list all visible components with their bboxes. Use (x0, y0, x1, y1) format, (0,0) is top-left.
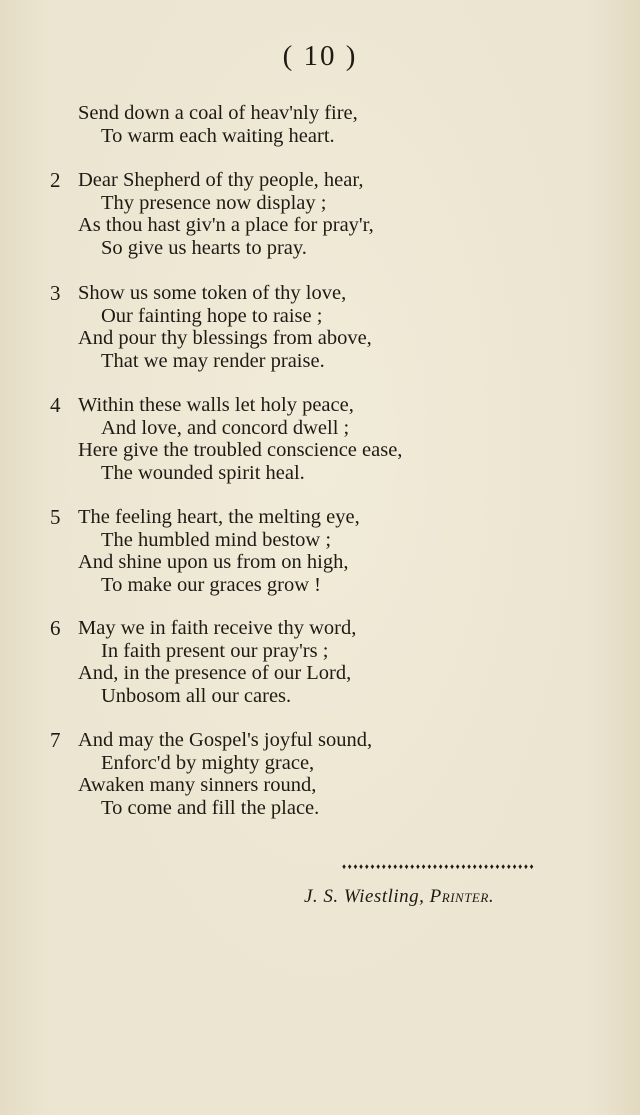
stanza-line (50, 125, 570, 148)
stanza-line (50, 439, 570, 462)
hymn-line: And pour thy blessings from above, (78, 327, 372, 349)
hymn-line: Send down a coal of heav'nly fire, (78, 102, 358, 124)
stanza-number: 7 (50, 728, 61, 752)
stanza-7 (50, 729, 570, 819)
printer-trade: Printer. (429, 886, 495, 907)
stanza-3 (50, 282, 570, 372)
hymn-line: To make our graces grow ! (101, 573, 321, 596)
stanza-line (50, 214, 570, 237)
stanza-line (50, 752, 570, 775)
hymn-line: And shine upon us from on high, (78, 551, 349, 573)
stanza-line (50, 774, 570, 797)
stanza-line (50, 394, 570, 417)
stanza-line (50, 662, 570, 685)
hymn-line: To warm each waiting heart. (101, 124, 335, 147)
stanza-number: 2 (50, 168, 61, 192)
stanza-line (50, 192, 570, 215)
stanza-line (50, 327, 570, 350)
stanza-line (50, 529, 570, 552)
stanza-2 (50, 169, 570, 259)
hymn-line: Within these walls let holy peace, (78, 394, 354, 416)
page-number: ( 10 ) (282, 40, 358, 72)
hymn-line: Awaken many sinners round, (78, 774, 317, 796)
stanza-number: 4 (50, 393, 61, 417)
stanza-line (50, 574, 570, 597)
stanza-line (50, 305, 570, 328)
hymn-line: And may the Gospel's joyful sound, (78, 729, 373, 751)
hymn-line: And, in the presence of our Lord, (78, 662, 352, 684)
stanza-line (50, 462, 570, 485)
stanza-line (50, 237, 570, 260)
stanza-number: 5 (50, 505, 61, 529)
stanza-number: 6 (50, 616, 61, 640)
hymn-line: Our fainting hope to raise ; (101, 304, 323, 327)
hymn-line: Show us some token of thy love, (78, 282, 347, 304)
hymn-line: Here give the troubled conscience ease, (78, 439, 403, 461)
ornamental-rule: ♦♦♦♦♦♦♦♦♦♦♦♦♦♦♦♦♦♦♦♦♦♦♦♦♦♦♦♦♦♦♦♦♦♦ (342, 862, 536, 871)
hymn-line: So give us hearts to pray. (101, 236, 307, 259)
hymn-line: That we may render praise. (101, 349, 325, 372)
hymn-line: Dear Shepherd of thy people, hear, (78, 169, 364, 191)
hymn-line: The wounded spirit heal. (101, 461, 305, 484)
stanza-6 (50, 617, 570, 707)
hymn-line: The feeling heart, the melting eye, (78, 506, 360, 528)
stanza-1 (50, 102, 570, 147)
hymn-line: As thou hast giv'n a place for pray'r, (78, 214, 374, 236)
hymn-line: The humbled mind bestow ; (101, 528, 332, 551)
stanza-line (50, 797, 570, 820)
stanza-line (50, 617, 570, 640)
stanza-number: 3 (50, 281, 61, 305)
printer-name: J. S. Wiestling, (304, 886, 425, 907)
hymn-line: In faith present our pray'rs ; (101, 639, 329, 662)
printer-imprint (304, 886, 494, 908)
hymn-line: To come and fill the place. (101, 796, 320, 819)
stanza-4 (50, 394, 570, 484)
hymn-line: Thy presence now display ; (101, 191, 327, 214)
hymn-line: Enforc'd by mighty grace, (101, 751, 315, 774)
stanza-line (50, 350, 570, 373)
stanza-line (50, 640, 570, 663)
hymn-line: And love, and concord dwell ; (101, 416, 350, 439)
stanza-5 (50, 506, 570, 596)
stanza-line (50, 551, 570, 574)
stanza-line (50, 282, 570, 305)
hymn-line: Unbosom all our cares. (101, 684, 292, 707)
stanza-line (50, 102, 570, 125)
stanza-line (50, 685, 570, 708)
stanza-line (50, 729, 570, 752)
stanza-line (50, 169, 570, 192)
stanza-line (50, 417, 570, 440)
stanza-line (50, 506, 570, 529)
hymn-line: May we in faith receive thy word, (78, 617, 357, 639)
